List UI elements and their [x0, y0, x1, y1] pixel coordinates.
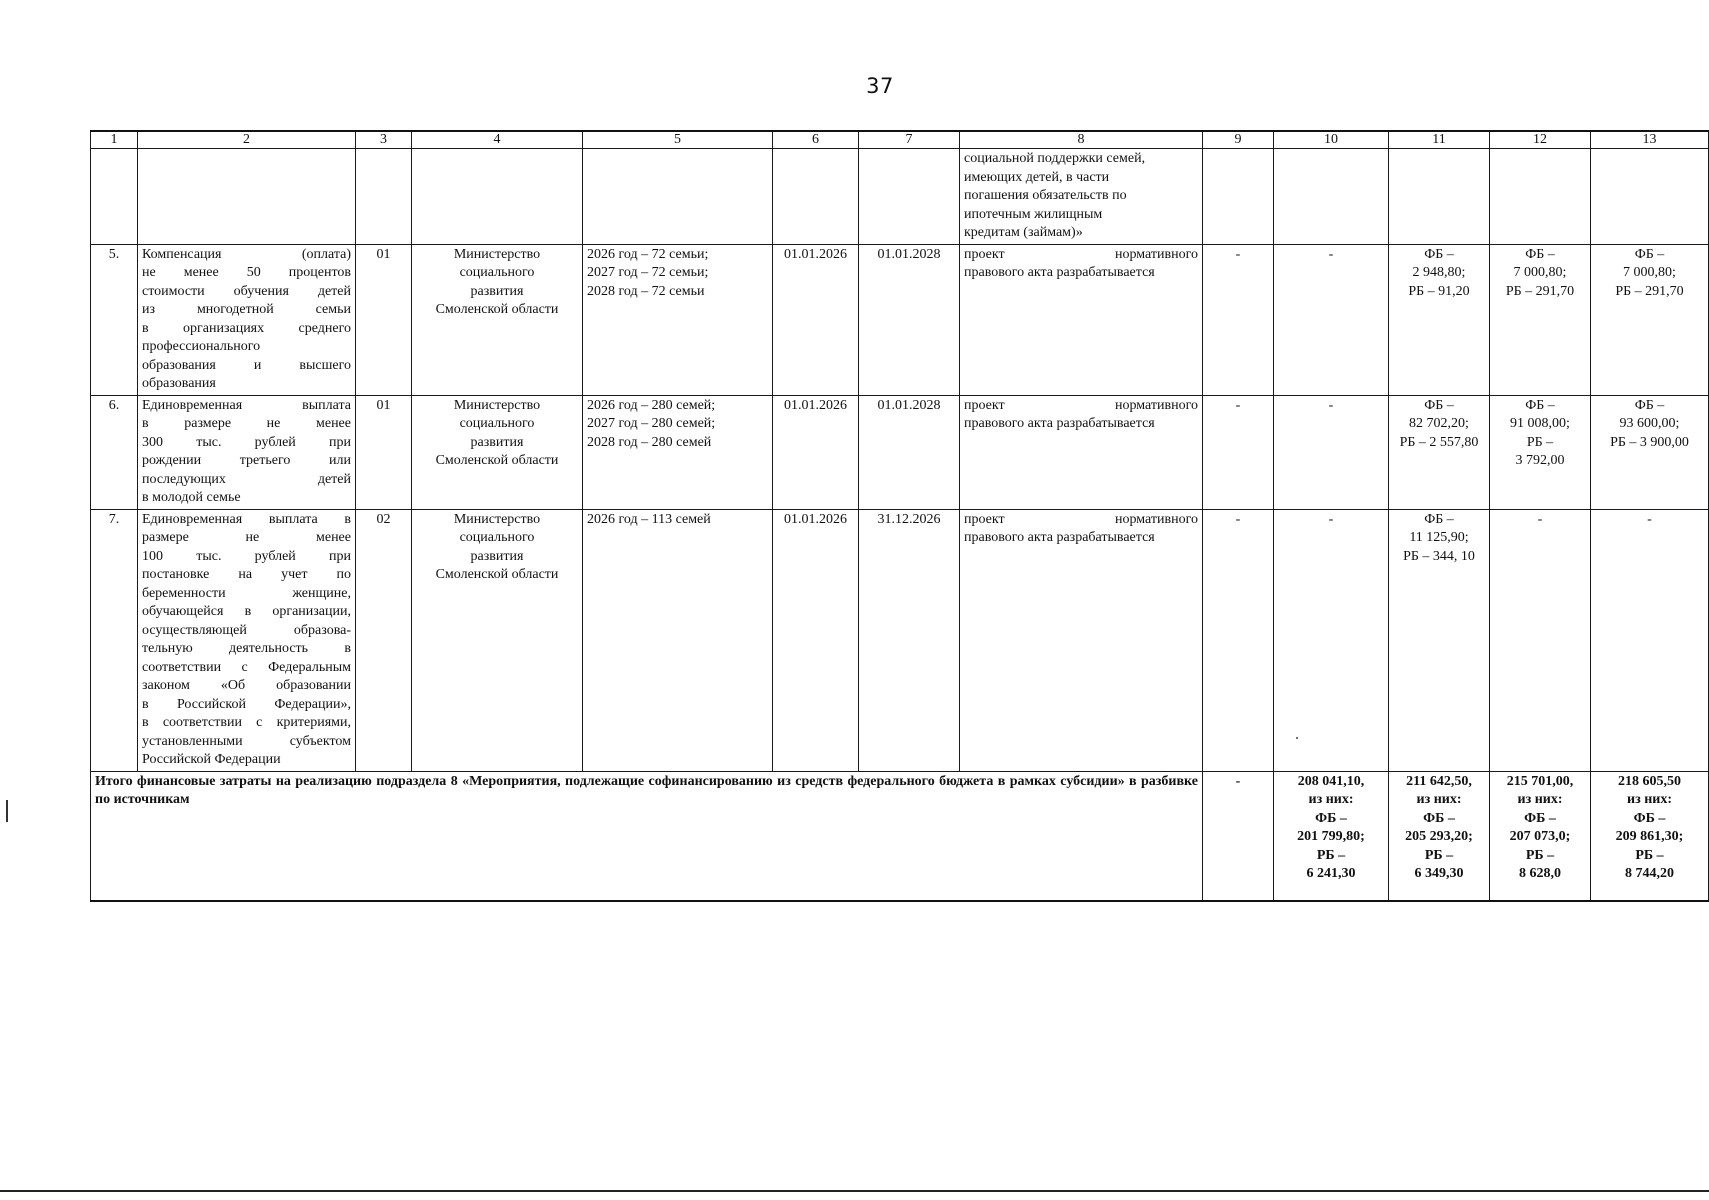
text-line: проект нормативного — [964, 511, 1198, 527]
text-line: в размере не менее — [142, 416, 351, 431]
text-line: законом «Об образовании — [142, 678, 351, 693]
text-line: не менее 50 процентов — [142, 265, 351, 280]
text-line: в Российской Федерации», — [142, 696, 351, 712]
measure-name — [138, 509, 356, 771]
text-line: ФБ – — [1424, 246, 1454, 262]
legal-act-cell — [960, 244, 1203, 395]
text-line: Министерство — [453, 511, 541, 527]
text-line: 2 948,80; — [1412, 265, 1466, 280]
text-line: РБ – 344, 10 — [1403, 548, 1475, 564]
funding-2027 — [1490, 395, 1591, 509]
funding-2026 — [1389, 244, 1490, 395]
total-row — [91, 771, 1709, 901]
text-line: Министерство — [453, 397, 541, 413]
text-line: Единовременная выплата в — [142, 511, 351, 527]
responsible-executor — [412, 395, 583, 509]
row-number: 5. — [91, 244, 138, 395]
table-row — [91, 509, 1709, 771]
text-line: 2028 год – 280 семей — [587, 434, 712, 450]
text-line: 2028 год – 72 семьи — [587, 283, 705, 299]
text-line: в молодой семье — [142, 490, 241, 505]
text-line: 3 792,00 — [1515, 453, 1565, 468]
row-number: 6. — [91, 395, 138, 509]
text-line: Смоленской области — [435, 567, 559, 582]
text-line: стоимости обучения детей — [142, 283, 351, 299]
col-number-10: 10 — [1274, 131, 1389, 149]
text-line: постановке на учет по — [142, 567, 351, 582]
text-line: 2026 год – 113 семей — [587, 511, 711, 527]
text-line: 208 041,10, — [1297, 773, 1365, 789]
funding-2026 — [1389, 509, 1490, 771]
text-line: Смоленской области — [435, 453, 559, 468]
end-date: 01.01.2028 — [859, 395, 960, 509]
text-line: 100 тыс. рублей при — [142, 548, 351, 564]
text-line: Российской Федерации — [142, 752, 281, 767]
text-line: РБ – 91,20 — [1408, 283, 1470, 299]
text-line: развития — [470, 283, 524, 299]
text-line: из многодетной семьи — [142, 302, 351, 317]
text-line: 82 702,20; — [1409, 416, 1469, 431]
start-date: 01.01.2026 — [773, 509, 859, 771]
text-line: Единовременная выплата — [142, 397, 351, 413]
text-line: РБ – — [1635, 847, 1664, 863]
text-line: - — [1537, 511, 1543, 527]
text-line: 300 тыс. рублей при — [142, 434, 351, 450]
text-line: из них: — [1416, 792, 1462, 807]
col9-cell: - — [1203, 244, 1274, 395]
text-line: 215 701,00, — [1506, 773, 1574, 789]
text-line: ФБ – — [1634, 397, 1665, 413]
text-line: 218 605,50 — [1618, 773, 1681, 789]
measure-name — [138, 395, 356, 509]
col-number-5: 5 — [583, 131, 773, 149]
table-row — [91, 244, 1709, 395]
text-line: РБ – 291,70 — [1505, 283, 1575, 299]
text-line: 7 000,80; — [1513, 265, 1567, 280]
text-line: 2026 год – 72 семьи; — [587, 246, 709, 262]
text-line: развития — [470, 434, 524, 450]
col-number-8: 8 — [960, 131, 1203, 149]
text-line: ФБ – — [1633, 810, 1666, 826]
text-line: 201 799,80; — [1297, 829, 1365, 844]
text-line: 93 600,00; — [1619, 416, 1680, 431]
col10-cell: - — [1274, 244, 1389, 395]
text-line: 2027 год – 280 семей; — [587, 416, 716, 431]
responsible-executor — [412, 509, 583, 771]
col-number-4: 4 — [412, 131, 583, 149]
text-line: из них: — [1517, 792, 1563, 807]
beneficiaries-cell — [583, 244, 773, 395]
col-number-11: 11 — [1389, 131, 1490, 149]
text-line: 205 293,20; — [1405, 829, 1473, 844]
col10-cell: - — [1274, 395, 1389, 509]
text-line: 8 744,20 — [1625, 866, 1674, 881]
text-line: социального — [459, 530, 535, 545]
text-line: установленными субъектом — [142, 733, 351, 749]
text-line: РБ – — [1526, 434, 1554, 450]
beneficiaries-cell — [583, 509, 773, 771]
text-line: беременности женщине, — [142, 585, 351, 601]
responsible-executor — [412, 244, 583, 395]
start-date: 01.01.2026 — [773, 395, 859, 509]
text-line: 209 861,30; — [1615, 829, 1684, 844]
funding-2028 — [1591, 244, 1709, 395]
text-line: ФБ – — [1524, 810, 1556, 826]
text-line: ФБ – — [1424, 397, 1454, 413]
continuation-row — [91, 149, 1709, 245]
text-line: 8 628,0 — [1519, 866, 1561, 881]
code-cell: 01 — [356, 395, 412, 509]
text-line: РБ – 2 557,80 — [1399, 434, 1479, 450]
measure-name — [138, 244, 356, 395]
text-line: обучающейся в организации, — [142, 604, 351, 619]
text-line: Министерство — [453, 246, 541, 262]
text-line: образования и высшего — [142, 357, 351, 373]
funding-2026 — [1389, 395, 1490, 509]
text-line: Смоленской области — [435, 302, 559, 317]
total-col12 — [1490, 771, 1591, 901]
legal-act-cell — [960, 395, 1203, 509]
col-number-2: 2 — [138, 131, 356, 149]
text-line: 6 241,30 — [1306, 866, 1356, 881]
text-line: ФБ – — [1525, 397, 1555, 413]
text-line: осуществляющей образова- — [142, 622, 351, 638]
scan-dot — [1296, 737, 1298, 739]
text-line: правового акта разрабатывается — [964, 416, 1155, 431]
text-line: социального — [459, 416, 535, 431]
total-col13 — [1591, 771, 1709, 901]
table-row — [91, 395, 1709, 509]
total-col9: - — [1203, 771, 1274, 901]
text-line: из них: — [1627, 792, 1672, 807]
funding-2028 — [1591, 509, 1709, 771]
funding-2027 — [1490, 509, 1591, 771]
text-line: 6 349,30 — [1414, 866, 1464, 881]
text-line: - — [1647, 511, 1652, 527]
text-line: последующих детей — [142, 471, 351, 487]
col-number-13: 13 — [1591, 131, 1709, 149]
col-number-9: 9 — [1203, 131, 1274, 149]
funding-2027 — [1490, 244, 1591, 395]
text-line: ФБ – — [1634, 246, 1665, 262]
text-line: рождении третьего или — [142, 453, 351, 468]
bottom-rule — [0, 1190, 1709, 1192]
funding-2028 — [1591, 395, 1709, 509]
text-line: размере не менее — [142, 530, 351, 545]
text-line: 2027 год – 72 семьи; — [587, 265, 709, 280]
text-line: имеющих детей, в части — [964, 169, 1110, 185]
row-number: 7. — [91, 509, 138, 771]
text-line: 11 125,90; — [1409, 530, 1469, 545]
end-date: 31.12.2026 — [859, 509, 960, 771]
text-line: РБ – — [1525, 847, 1555, 863]
text-line: Компенсация (оплата) — [142, 246, 351, 262]
start-date: 01.01.2026 — [773, 244, 859, 395]
text-line: РБ – 3 900,00 — [1610, 434, 1689, 450]
col-number-6: 6 — [773, 131, 859, 149]
total-col11 — [1389, 771, 1490, 901]
text-line: проект нормативного — [964, 246, 1198, 262]
text-line: проект нормативного — [964, 397, 1198, 413]
total-label: Итого финансовые затраты на реализацию подраздела 8 «Мероприятия, подлежащие софинансированию из средств федерального бюджета в рамках субсидии» в разбивке по источникам — [91, 771, 1203, 901]
text-line: РБ – 291,70 — [1615, 283, 1684, 299]
text-line: ФБ – — [1315, 810, 1347, 826]
text-line: ФБ – — [1423, 810, 1455, 826]
code-cell: 01 — [356, 244, 412, 395]
text-line: социального — [459, 265, 535, 280]
text-line: профессионального — [142, 339, 261, 354]
col-number-12: 12 — [1490, 131, 1591, 149]
text-line: погашения обязательств по — [964, 188, 1127, 203]
text-line: в соответствии с критериями, — [142, 715, 351, 730]
col9-cell: - — [1203, 509, 1274, 771]
beneficiaries-cell — [583, 395, 773, 509]
scan-mark-left — [6, 800, 8, 822]
text-line: РБ – — [1316, 847, 1346, 863]
col-number-3: 3 — [356, 131, 412, 149]
text-line: кредитам (займам)» — [964, 225, 1083, 240]
text-line: в организациях среднего — [142, 320, 351, 336]
text-line: социальной поддержки семей, — [964, 151, 1146, 166]
text-line: развития — [470, 548, 524, 564]
page-number: 37 — [866, 74, 894, 98]
col10-cell: - — [1274, 509, 1389, 771]
col-number-7: 7 — [859, 131, 960, 149]
text-line: 211 642,50, — [1406, 773, 1472, 789]
text-line: ФБ – — [1424, 511, 1454, 527]
text-line: правового акта разрабатывается — [964, 530, 1155, 545]
text-line: 7 000,80; — [1623, 265, 1676, 280]
continuation-text — [960, 149, 1203, 245]
text-line: ФБ – — [1525, 246, 1555, 262]
text-line: РБ – — [1424, 847, 1454, 863]
col9-cell: - — [1203, 395, 1274, 509]
text-line: тельную деятельность в — [142, 641, 351, 656]
text-line: образования — [142, 376, 216, 391]
measures-table — [90, 130, 1709, 902]
col-number-1: 1 — [91, 131, 138, 149]
legal-act-cell — [960, 509, 1203, 771]
text-line: соответствии с Федеральным — [142, 659, 351, 675]
text-line: ипотечным жилищным — [964, 206, 1103, 222]
text-line: из них: — [1308, 792, 1354, 807]
text-line: 2026 год – 280 семей; — [587, 397, 716, 413]
text-line: 207 073,0; — [1509, 829, 1571, 844]
text-line: правового акта разрабатывается — [964, 265, 1155, 280]
text-line: 91 008,00; — [1510, 416, 1570, 431]
column-number-row — [91, 131, 1709, 149]
code-cell: 02 — [356, 509, 412, 771]
end-date: 01.01.2028 — [859, 244, 960, 395]
total-col10 — [1274, 771, 1389, 901]
